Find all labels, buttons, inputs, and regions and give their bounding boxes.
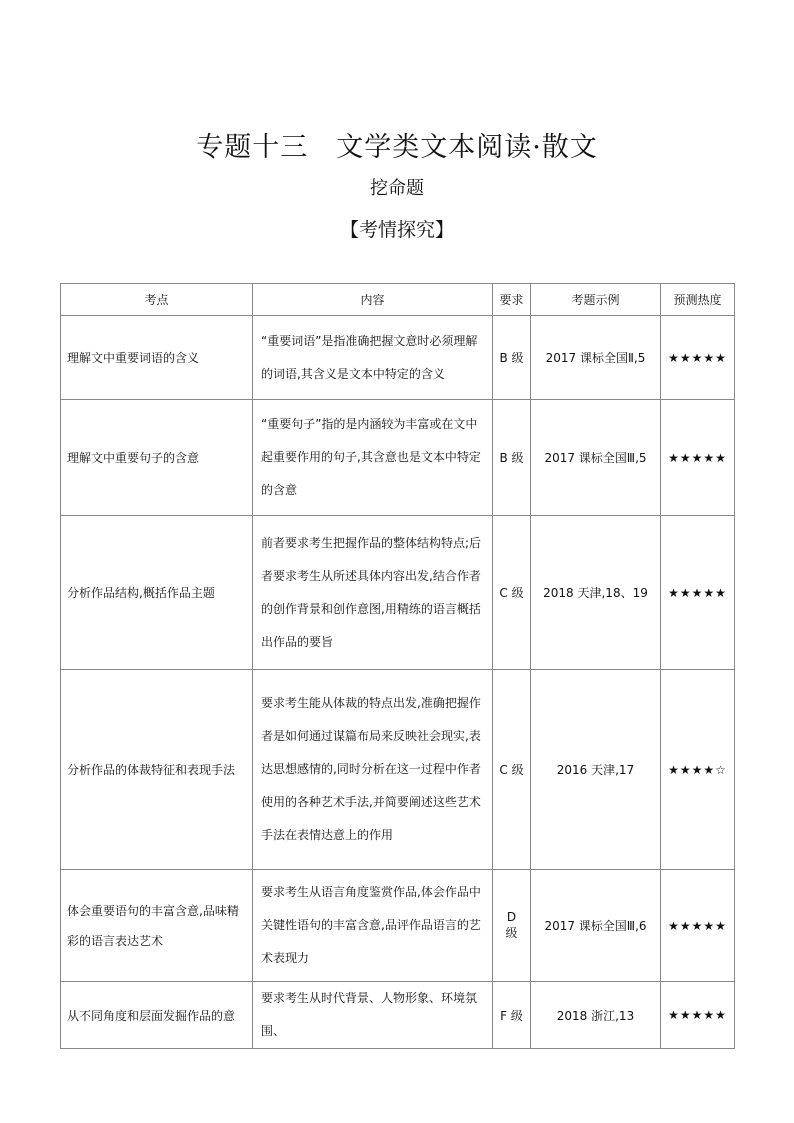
table-row bbox=[61, 670, 735, 870]
cell-kaodian: 理解文中重要句子的含意 bbox=[61, 400, 253, 516]
table-row bbox=[61, 316, 735, 400]
cell-redu: ★★★★☆ bbox=[661, 670, 735, 870]
cell-shili: 2017 课标全国Ⅱ,5 bbox=[531, 316, 661, 400]
cell-yaoqiu: B 级 bbox=[493, 400, 531, 516]
exam-analysis-table bbox=[60, 283, 735, 1049]
table-row bbox=[61, 870, 735, 982]
cell-neirong: “重要句子”指的是内涵较为丰富或在文中起重要作用的句子,其含意也是文本中特定的含意 bbox=[253, 400, 493, 516]
table-row bbox=[61, 982, 735, 1049]
cell-shili: 2018 天津,18、19 bbox=[531, 516, 661, 670]
header-neirong: 内容 bbox=[253, 284, 493, 316]
cell-kaodian: 分析作品的体裁特征和表现手法 bbox=[61, 670, 253, 870]
header-redu: 预测热度 bbox=[661, 284, 735, 316]
page-subtitle: 挖命题 bbox=[370, 178, 424, 199]
cell-yaoqiu: B 级 bbox=[493, 316, 531, 400]
header-yaoqiu: 要求 bbox=[493, 284, 531, 316]
cell-kaodian: 体会重要语句的丰富含意,品味精彩的语言表达艺术 bbox=[61, 870, 253, 982]
cell-redu: ★★★★★ bbox=[661, 400, 735, 516]
cell-shili: 2018 浙江,13 bbox=[531, 982, 661, 1049]
cell-shili: 2017 课标全国Ⅲ,6 bbox=[531, 870, 661, 982]
cell-kaodian: 理解文中重要词语的含义 bbox=[61, 316, 253, 400]
section-heading: 【考情探究】 bbox=[339, 219, 454, 241]
page-title: 专题十三 文学类文本阅读·散文 bbox=[196, 132, 598, 163]
cell-shili: 2017 课标全国Ⅲ,5 bbox=[531, 400, 661, 516]
cell-redu: ★★★★★ bbox=[661, 982, 735, 1049]
table-header-row bbox=[61, 284, 735, 316]
cell-neirong: 要求考生从时代背景、人物形象、环境氛围、 bbox=[253, 982, 493, 1049]
cell-neirong: “重要词语”是指准确把握文意时必须理解的词语,其含义是文本中特定的含义 bbox=[253, 316, 493, 400]
cell-yaoqiu: D 级 bbox=[493, 870, 531, 982]
cell-kaodian: 从不同角度和层面发掘作品的意 bbox=[61, 982, 253, 1049]
cell-kaodian: 分析作品结构,概括作品主题 bbox=[61, 516, 253, 670]
cell-redu: ★★★★★ bbox=[661, 516, 735, 670]
cell-yaoqiu: F 级 bbox=[493, 982, 531, 1049]
header-kaodian: 考点 bbox=[61, 284, 253, 316]
cell-neirong: 要求考生从语言角度鉴赏作品,体会作品中关键性语句的丰富含意,品评作品语言的艺术表现力 bbox=[253, 870, 493, 982]
cell-neirong: 要求考生能从体裁的特点出发,准确把握作者是如何通过谋篇布局来反映社会现实,表达思想感情的,同时分析在这一过程中作者使用的各种艺术手法,并简要阐述这些艺术手法在表情达意上的作用 bbox=[253, 670, 493, 870]
table-row bbox=[61, 400, 735, 516]
cell-redu: ★★★★★ bbox=[661, 316, 735, 400]
cell-redu: ★★★★★ bbox=[661, 870, 735, 982]
cell-neirong: 前者要求考生把握作品的整体结构特点;后者要求考生从所述具体内容出发,结合作者的创作背景和创作意图,用精练的语言概括出作品的要旨 bbox=[253, 516, 493, 670]
header-shili: 考题示例 bbox=[531, 284, 661, 316]
cell-yaoqiu: C 级 bbox=[493, 670, 531, 870]
cell-yaoqiu: C 级 bbox=[493, 516, 531, 670]
table-row bbox=[61, 516, 735, 670]
cell-shili: 2016 天津,17 bbox=[531, 670, 661, 870]
